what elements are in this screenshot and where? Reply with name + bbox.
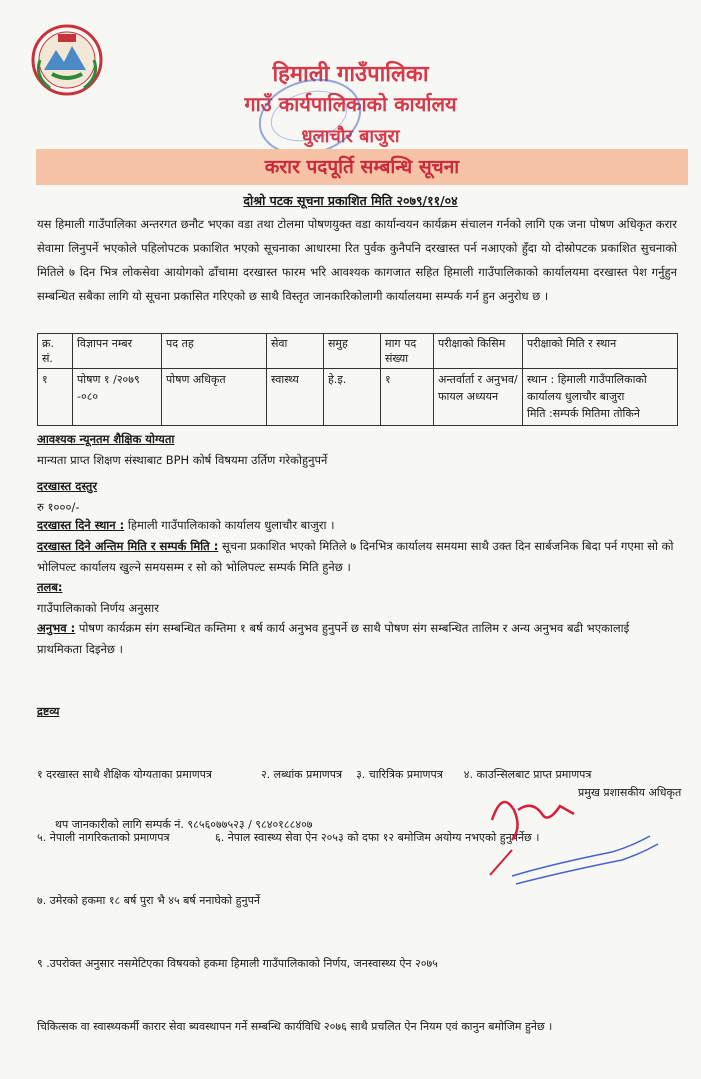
col-group: समुह xyxy=(324,334,381,369)
cell-group: हे.इ. xyxy=(324,369,381,426)
qualification-heading: आवश्यक न्यूनतम शैक्षिक योग्यता xyxy=(37,432,175,446)
exam-place-text: स्थान : हिमाली गाउँपालिकाको कार्यालय धुलाचौर बाजुरा xyxy=(527,373,647,403)
experience-section xyxy=(37,618,677,660)
cell-count: १ xyxy=(381,369,434,426)
notes-heading: द्रष्टव्य xyxy=(37,705,60,718)
exam-date-text: मिति :सम्पर्क मितिमा तोकिने xyxy=(527,407,640,420)
cell-ad-no: पोषण १ /२०७९ -०८० xyxy=(73,369,162,426)
signatory-title: प्रमुख प्रशासकीय अधिकृत xyxy=(578,786,682,799)
col-sn: क्र. सं. xyxy=(38,334,73,369)
place-section xyxy=(37,515,677,536)
notes-line-5: चिकित्सक वा स्वास्थ्यकर्मी कारार सेवा ब्यवस्थापन गर्ने सम्बन्धि कार्यविधि २०७६ साथै प्रचलित ऐन नियम एवं कानुन बमोजिम हुनेछ । xyxy=(37,1020,553,1033)
office-name: गाउँ कार्यपालिकाको कार्यालय xyxy=(244,92,457,116)
publish-date-line: दोश्रो पटक सूचना प्रकाशित मिति २०७९/११/०४ xyxy=(243,193,458,208)
cell-service: स्वास्थ्य xyxy=(267,369,324,426)
notice-subtitle xyxy=(0,192,701,209)
notes-line-3: ७. उमेरको हकमा १८ बर्ष पुरा भै ४५ बर्ष ननाघेको हुनुपर्ने xyxy=(37,894,260,907)
col-service: सेवा xyxy=(267,334,324,369)
cell-post: पोषण अधिकृत xyxy=(162,369,267,426)
fee-section xyxy=(37,476,677,518)
col-exam-place: परीक्षाको मिति र स्थान xyxy=(523,334,678,369)
salary-section xyxy=(37,577,677,619)
col-exam-type: परीक्षाको किसिम xyxy=(434,334,523,369)
qualification-text: मान्यता प्राप्त शिक्षण संस्थाबाट BPH कोर्ष विषयमा उर्तिण गरेकोहुनुपर्ने xyxy=(37,453,328,467)
fee-heading: दरखास्त दस्तुर xyxy=(37,479,98,493)
deadline-label: दरखास्त दिने अन्तिम मिति र सम्पर्क मिति : xyxy=(37,539,219,553)
deadline-section xyxy=(37,536,677,578)
qualification-section xyxy=(37,429,677,471)
fee-text: रु १०००/- xyxy=(37,500,80,514)
col-post: पद तह xyxy=(162,334,267,369)
experience-label: अनुभव : xyxy=(37,621,76,635)
col-count: माग पद संख्या xyxy=(381,334,434,369)
contact-line: थप जानकारीको लागि सम्पर्क नं. ९८५६०७७५२३ / ९८४०१८८४०७ xyxy=(55,818,313,831)
cell-sn: १ xyxy=(38,369,73,426)
deadline-text: सूचना प्रकाशित भएको मितिले ७ दिनभित्र कार्यालय समयमा साथै उक्त दिन सार्बजनिक बिदा पर्न गएमा सो को भोलिपल्ट कार्यालय खुल्ने समयसम्म र सो को भोलिपल्ट सम्पर्क मिति हुनेछ । xyxy=(37,539,674,574)
office-address: धुलाचौर बाजुरा xyxy=(301,126,400,147)
notice-title: करार पदपूर्ति सम्बन्धि सूचना xyxy=(264,156,460,178)
cell-exam-type: अन्तर्वार्ता र अनुभव/फायल अध्ययन xyxy=(434,369,523,426)
experience-text: पोषण कार्यक्रम संग सम्बन्धित कम्तिमा १ बर्ष कार्य अनुभव हुनुपर्ने छ साथै पोषण संग सम्बन्धित तालिम र अन्य अनुभव बढी भएकालाई प्राथमिकता दिइनेछ । xyxy=(37,621,630,656)
notes-line-2: ५. नेपाली नागरिकताको प्रमाणपत्र ६. नेपाल स्वास्थ्य सेवा ऐन २०५३ को दफा १२ बमोजिम अयोग्य नभएको हुनुपर्नेछ । xyxy=(37,831,540,844)
intro-paragraph: यस हिमाली गाउँपालिका अन्तरगत छनौट भएका वडा तथा टोलमा पोषणयुक्त वडा कार्यान्वयन कार्यक्रम संचालन गर्नको लागि एक जना पोषण अधिकृत करार सेवामा लिनुपर्ने भएकोले पहिलोपटक प्रकाशित भएको सूचनाका आधारमा रित पुर्वक कुनैपनि दरखास्त पर्न नआएको हुँदा यो दोस्रोपटक प्रकाशित सुचनाको मितिले ७ दिन भित्र लोकसेवा आयोगको ढाँचामा दरखास्त फारम भरि आवश्यक कागजात सहित हिमाली गाउँपालिकाको कार्यालयमा दरखास्त पेश गर्नुहुन सम्बन्धित सबैका लागि यो सूचना प्रकासित गरिएको छ साथै विस्तृत जानकारिकोलागी कार्यालयमा सम्पर्क गर्न हुन अनुरोध छ । xyxy=(37,217,677,303)
salary-heading: तलब: xyxy=(37,580,63,594)
salary-text: गाउँपालिकाको निर्णय अनुसार xyxy=(37,601,159,615)
col-ad-no: विज्ञापन नम्बर xyxy=(73,334,162,369)
place-label: दरखास्त दिने स्थान : xyxy=(37,518,125,532)
municipality-name: हिमाली गाउँपालिका xyxy=(272,62,429,87)
table-header-row xyxy=(38,334,678,369)
cell-exam-place xyxy=(523,369,678,426)
notes-line-4: ९ .उपरोक्त अनुसार नसमेटिएका विषयको हकमा हिमाली गाउँपालिकाको निर्णय, जनस्वास्थ्य ऐन २०७५ xyxy=(37,957,438,970)
vacancy-table xyxy=(37,333,678,426)
table-row xyxy=(38,369,678,426)
place-text: हिमाली गाउँपालिकाको कार्यालय धुलाचौर बाजुरा । xyxy=(124,518,335,532)
notes-line-1: १ दरखास्त साथै शैक्षिक योग्यताका प्रमाणपत्र २. लब्धांक प्रमाणपत्र ३. चारित्रिक प्रमाणपत्र ४. काउन्सिलबाट प्राप्त प्रमाणपत्र xyxy=(37,768,592,781)
